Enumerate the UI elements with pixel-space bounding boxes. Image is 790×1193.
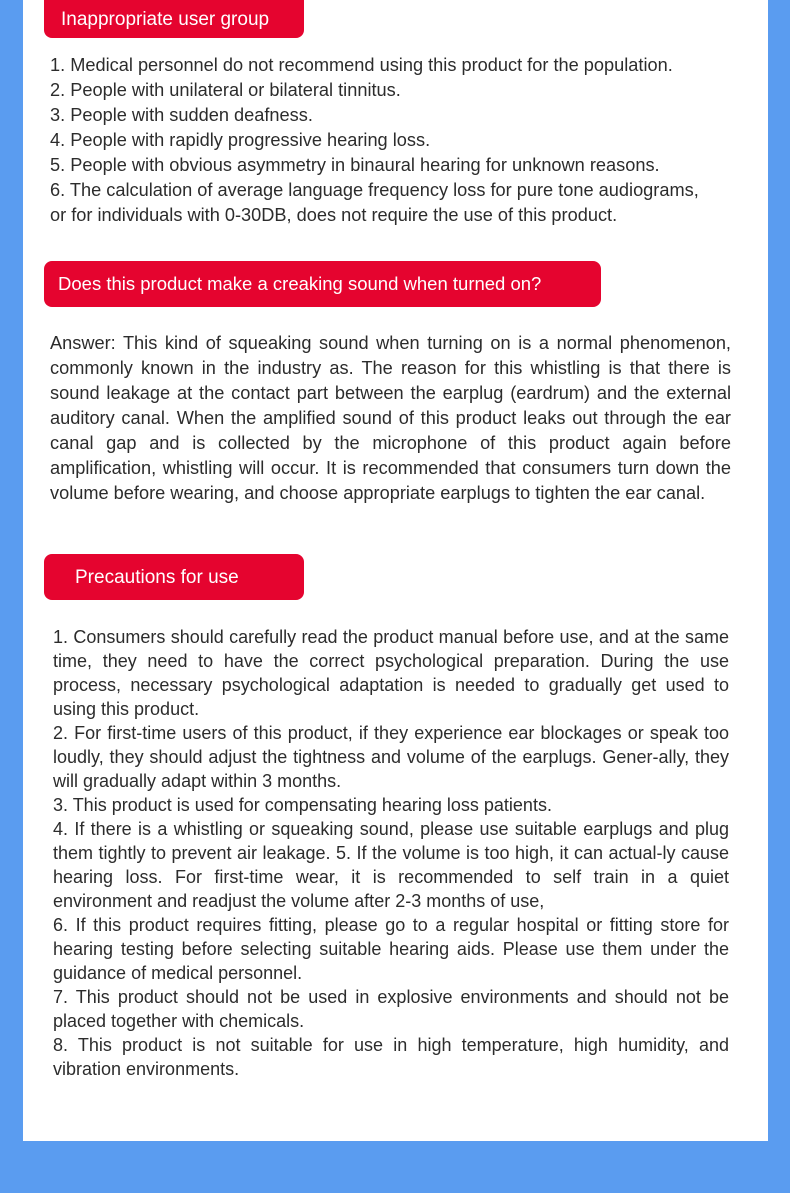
list-item: 2. People with unilateral or bilateral tinnitus. [50, 80, 401, 100]
answer-line: auditory canal. When the amplified sound of this product leaks out through the ear [50, 408, 731, 428]
list-item: 3. This product is used for compensating hearing loss patients. [53, 795, 552, 815]
list-item: 1. Medical personnel do not recommend using this product for the population. [50, 55, 673, 75]
list-item: 4. People with rapidly progressive hearing loss. [50, 130, 431, 150]
section-title-precautions-for-use: Precautions for use [44, 554, 304, 600]
list-item: 6. If this product requires fitting, please go to a regular hospital or fitting store for hearing testing before selecting suitable hearing aids. Please use them under the guidance of medical personnel. [53, 915, 729, 983]
list-item-continuation: or for individuals with 0-30DB, does not require the use of this product. [50, 205, 618, 225]
inappropriate-user-list [50, 53, 740, 228]
answer-line: commonly known in the industry as. The reason for this whistling is that there is [50, 358, 731, 378]
answer-line: sound leakage at the contact part between the earplug (eardrum) and the external [50, 383, 731, 403]
list-item: 7. This product should not be used in explosive environments and should not be placed together with chemicals. [53, 987, 729, 1031]
list-item: 5. People with obvious asymmetry in binaural hearing for unknown reasons. [50, 155, 660, 175]
list-item: 4. If there is a whistling or squeaking sound, please use suitable earplugs and plug them tightly to prevent air leakage. 5. If the volume is too high, it can actual-ly cause hearing loss. For first-time wear, it is recommended to self train in a quiet environment and readjust the volume after 2-3 months of use, [53, 819, 729, 911]
answer-line: amplification, whistling will occur. It is recommended that consumers turn down the [50, 458, 731, 478]
section-title-creaking-sound: Does this product make a creaking sound when turned on? [44, 261, 601, 307]
list-item: 1. Consumers should carefully read the product manual before use, and at the same time, they need to have the correct psychological preparation. During the use process, necessary psychological adaptation is needed to gradually get used to using this product. [53, 627, 729, 719]
answer-line: volume before wearing, and choose appropriate earplugs to tighten the ear canal. [50, 483, 706, 503]
creaking-sound-answer [50, 331, 731, 506]
list-item: 8. This product is not suitable for use in high temperature, high humidity, and vibration environments. [53, 1035, 729, 1079]
section-title-inappropriate-user-group: Inappropriate user group [44, 0, 304, 38]
list-item: 6. The calculation of average language frequency loss for pure tone audiograms, [50, 180, 699, 200]
answer-line: canal gap and is collected by the microphone of this product again before [50, 433, 731, 453]
list-item: 2. For first-time users of this product, if they experience ear blockages or speak too loudly, they should adjust the tightness and volume of the earplugs. Gener-ally, they will gradually adapt within 3 months. [53, 723, 729, 791]
list-item: 3. People with sudden deafness. [50, 105, 313, 125]
answer-line: Answer: This kind of squeaking sound when turning on is a normal phenomenon, [50, 333, 731, 353]
content-panel [23, 0, 768, 1141]
precautions-list [53, 625, 729, 1081]
